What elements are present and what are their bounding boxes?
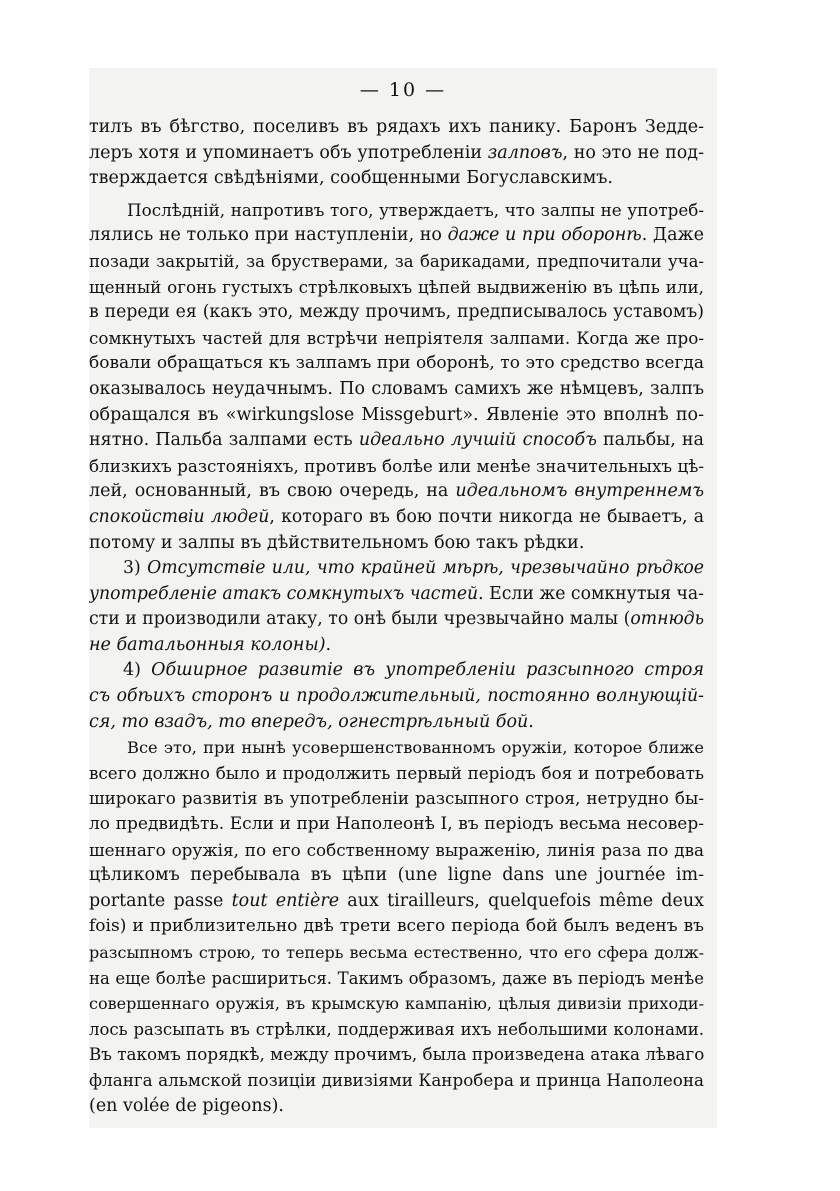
text-line [89, 249, 704, 275]
text-run: разсыпномъ строю, то теперь весьма естественно, что его сфера долж- [89, 943, 704, 962]
text-line [89, 1094, 704, 1120]
text-run: . [325, 634, 332, 655]
text-run: сти и производили атаку, то онѣ были чрезвычайно малы ( [89, 609, 631, 630]
text-run: Послѣдній, напротивъ того, утверждаетъ, что залпы не употреб- [127, 199, 704, 220]
text-run: шеннаго оружія, по его собственному выраженію, линія раза по два [89, 839, 704, 860]
italic-text: Обширное развитіе въ употребленіи разсыпного строя [151, 660, 704, 681]
text-line [89, 531, 704, 557]
text-run: сомкнутыхъ частей для встрѣчи непріятеля залпами. Когда же про- [89, 327, 704, 348]
italic-text: залповъ [487, 142, 563, 163]
italic-text: отнюдь [630, 609, 704, 630]
text-line [89, 786, 704, 812]
italic-text: даже и при оборонѣ [447, 225, 642, 246]
text-run: бовали обращаться къ залпамъ при оборонѣ, то это средство всегда [89, 353, 704, 374]
text-line [89, 684, 704, 710]
text-run: цѣликомъ перебывала въ цѣпи (une ligne dans une journée im- [89, 865, 704, 886]
text-line [89, 863, 704, 889]
text-run: ло предвидѣть. Если и при Наполеонѣ I, въ періодъ весьма несовер- [89, 814, 704, 835]
text-run: aux tirailleurs, quelquefois même deux [339, 890, 704, 911]
text-line [89, 479, 704, 505]
text-run: пальбы, на [596, 430, 704, 451]
text-run: потому и залпы въ дѣйствительномъ бою такъ рѣдки. [89, 532, 585, 553]
body-text [89, 115, 704, 1119]
text-run: фланга альмской позиціи дивизіями Канробера и принца Наполеона [89, 1069, 704, 1090]
text-run: лялись не только при наступленіи, но [89, 225, 448, 246]
text-run: . [528, 711, 534, 732]
text-line [89, 115, 704, 141]
text-line [89, 1042, 704, 1068]
italic-text: Отсутствіе или, что крайней мѣрѣ, чрезвычайно рѣдкое [147, 558, 704, 579]
text-run: тверждается свѣдѣніями, сообщенными Богуславскимъ. [89, 168, 613, 189]
text-run: обращался въ «wirkungslose Missgeburt». Явленіе это вполнѣ по- [89, 404, 704, 425]
text-line [89, 223, 704, 249]
text-line [89, 300, 704, 326]
text-run: Все это, при нынѣ усовершенствованномъ оружіи, которое ближе [127, 738, 704, 758]
text-line [89, 454, 704, 480]
text-run: нятно. Пальба залпами есть [89, 430, 359, 451]
text-line [89, 1068, 704, 1094]
text-run: , но это не под- [562, 142, 704, 163]
text-run: Въ такомъ порядкѣ, между прочимъ, была произведена атака лѣваго [89, 1044, 704, 1065]
text-line [89, 607, 704, 633]
text-run: лось разсыпать въ стрѣлки, поддерживая ихъ небольшими колонами. [89, 1019, 704, 1039]
list-item-3-line [89, 556, 704, 582]
italic-text: tout entière [231, 890, 340, 911]
text-line [89, 326, 704, 352]
text-run: . Если же сомкнутыя ча- [478, 583, 704, 604]
text-run: portante passe [89, 890, 232, 911]
text-line [89, 377, 704, 403]
text-line [89, 991, 704, 1017]
text-run: тилъ въ бѣгство, поселивъ въ рядахъ ихъ панику. Баронъ Зедде- [89, 117, 704, 137]
text-line [89, 351, 704, 377]
text-run: щенный огонь густыхъ стрѣлковыхъ цѣпей выдвиженію въ цѣпь или, [89, 276, 704, 297]
text-line [89, 582, 704, 608]
paragraph-start-line [89, 198, 704, 224]
page-number: — 10 — [359, 79, 447, 101]
text-run: леръ хотя и упоминаетъ объ употребленіи [89, 142, 488, 163]
text-run: в переди ея (какъ это, между прочимъ, предписывалось уставомъ) [89, 302, 704, 323]
book-page [89, 68, 717, 1128]
text-run: позади закрытій, за брустверами, за барикадами, предпочитали уча- [89, 251, 704, 271]
text-run: 4) [123, 660, 152, 681]
text-run: fois) и приблизительно двѣ трети всего періода бой былъ веденъ въ [89, 916, 704, 937]
text-run: , котораго въ бою почти никогда не бываетъ, а [269, 506, 704, 527]
italic-text: идеальномъ внутреннемъ [455, 481, 704, 502]
text-line [89, 838, 704, 864]
text-run: лей, основанный, въ свою очередь, на [89, 481, 456, 502]
text-run: совершеннаго оружія, въ крымскую кампанію, цѣлыя дивизіи приходи- [89, 994, 704, 1014]
text-line [89, 141, 704, 167]
text-run: (en volée de pigeons). [89, 1095, 284, 1116]
text-line [89, 914, 704, 940]
text-line [89, 505, 704, 531]
text-line [89, 428, 704, 454]
text-line [89, 275, 704, 301]
italic-text: идеально лучшій способъ [358, 430, 597, 451]
italic-text: ся, то взадъ, то впередъ, огнестрѣльный бой [89, 711, 529, 732]
text-line [89, 403, 704, 429]
text-line [89, 633, 704, 659]
text-line [89, 966, 704, 992]
text-run: на еще болѣе расшириться. Такимъ образомъ, даже въ періодъ менѣе [89, 968, 704, 988]
list-item-4-line [89, 658, 704, 684]
text-run: . Даже [641, 225, 704, 246]
italic-text: употребленіе атакъ сомкнутыхъ частей [89, 583, 479, 604]
text-run: 3) [123, 558, 148, 579]
italic-text: спокойствіи людей [89, 506, 270, 527]
text-run: оказывалось неудачнымъ. По словамъ самихъ же нѣмцевъ, залпъ [89, 378, 704, 399]
text-line [89, 166, 704, 192]
text-line [89, 940, 704, 966]
italic-text: съ обѣихъ сторонъ и продолжительный, постоянно волнующій- [89, 686, 704, 707]
text-run: близкихъ разстояніяхъ, противъ болѣе или менѣе значительныхъ цѣ- [89, 455, 704, 476]
text-line [89, 889, 704, 915]
text-run: всего должно было и продолжить первый періодъ боя и потребовать [89, 762, 704, 783]
text-line [89, 812, 704, 838]
text-line [89, 1017, 704, 1043]
italic-text: не батальонныя колоны) [89, 634, 326, 655]
text-line [89, 710, 704, 736]
text-line [89, 761, 704, 787]
paragraph-start-line [89, 735, 704, 761]
text-run: широкаго развитія въ употребленіи разсыпного строя, нетрудно бы- [89, 788, 704, 809]
